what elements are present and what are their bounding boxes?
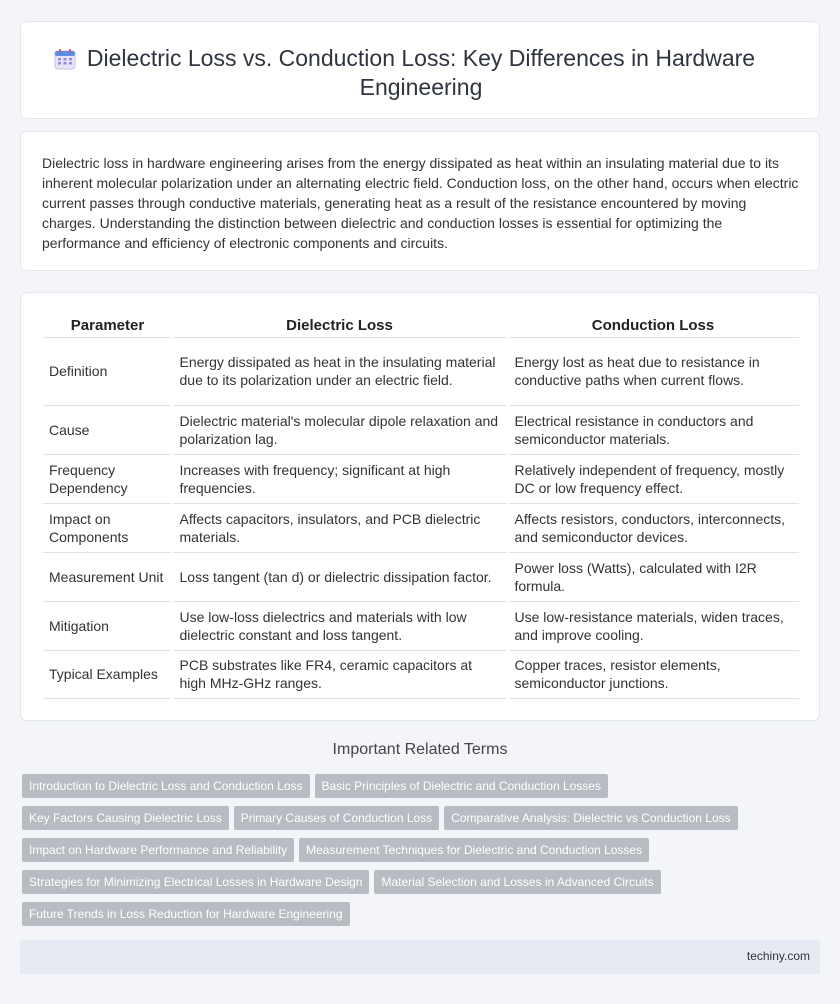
row-parameter: Mitigation bbox=[43, 601, 172, 650]
row-parameter: Definition bbox=[43, 337, 172, 405]
row-dielectric: Use low-loss dielectrics and materials with low dielectric constant and loss tangent. bbox=[172, 601, 507, 650]
related-term-tag[interactable]: Future Trends in Loss Reduction for Hardware Engineering bbox=[22, 902, 350, 926]
related-term-tag[interactable]: Measurement Techniques for Dielectric and Conduction Losses bbox=[299, 838, 649, 862]
table-row bbox=[43, 601, 799, 650]
comparison-table bbox=[43, 315, 799, 699]
intro-card bbox=[20, 131, 820, 271]
row-parameter: Cause bbox=[43, 405, 172, 454]
tag-row bbox=[22, 838, 822, 870]
header-conduction-loss: Conduction Loss bbox=[507, 315, 799, 337]
row-conduction: Affects resistors, conductors, interconnects, and semiconductor devices. bbox=[507, 503, 799, 552]
table-row bbox=[43, 650, 799, 698]
row-parameter: Frequency Dependency bbox=[43, 454, 172, 503]
table-row bbox=[43, 503, 799, 552]
tag-row bbox=[22, 902, 822, 934]
related-terms-title: Important Related Terms bbox=[332, 741, 508, 758]
intro-paragraph: Dielectric loss in hardware engineering arises from the energy dissipated as heat within an insulating material due to its inherent molecular polarization under an alternating electric field. Conduction loss, on the other hand, occurs when electric current passes through conductive materials, generating heat as a result of the resistance encountered by moving charges. Understanding the distinction between dielectric and conduction losses is essential for optimizing the performance and efficiency of electronic components and circuits. bbox=[42, 155, 799, 251]
footer bbox=[20, 940, 820, 974]
row-dielectric: Increases with frequency; significant at high frequencies. bbox=[172, 454, 507, 503]
row-conduction: Use low-resistance materials, widen traces, and improve cooling. bbox=[507, 601, 799, 650]
related-term-tag[interactable]: Introduction to Dielectric Loss and Conduction Loss bbox=[22, 774, 310, 798]
row-parameter: Impact on Components bbox=[43, 503, 172, 552]
tag-row bbox=[22, 774, 822, 806]
related-term-tag[interactable]: Key Factors Causing Dielectric Loss bbox=[22, 806, 229, 830]
row-parameter: Measurement Unit bbox=[43, 552, 172, 601]
row-conduction: Copper traces, resistor elements, semiconductor junctions. bbox=[507, 650, 799, 698]
row-parameter: Typical Examples bbox=[43, 650, 172, 698]
related-term-tag[interactable]: Strategies for Minimizing Electrical Losses in Hardware Design bbox=[22, 870, 369, 894]
tag-row bbox=[22, 870, 822, 902]
related-term-tag[interactable]: Comparative Analysis: Dielectric vs Conduction Loss bbox=[444, 806, 737, 830]
tag-row bbox=[22, 806, 822, 838]
header-dielectric-loss: Dielectric Loss bbox=[172, 315, 507, 337]
row-conduction: Relatively independent of frequency, mostly DC or low frequency effect. bbox=[507, 454, 799, 503]
row-dielectric: Loss tangent (tan d) or dielectric dissipation factor. bbox=[172, 552, 507, 601]
row-dielectric: Affects capacitors, insulators, and PCB dielectric materials. bbox=[172, 503, 507, 552]
comparison-table-card bbox=[20, 292, 820, 721]
related-term-tag[interactable]: Basic Principles of Dielectric and Conduction Losses bbox=[315, 774, 608, 798]
table-header-row bbox=[43, 315, 799, 337]
footer-site-link[interactable]: techiny.com bbox=[746, 949, 810, 963]
row-conduction: Power loss (Watts), calculated with I2R formula. bbox=[507, 552, 799, 601]
row-conduction: Electrical resistance in conductors and semiconductor materials. bbox=[507, 405, 799, 454]
row-dielectric: PCB substrates like FR4, ceramic capacitors at high MHz-GHz ranges. bbox=[172, 650, 507, 698]
row-conduction: Energy lost as heat due to resistance in conductive paths when current flows. bbox=[507, 337, 799, 405]
header-card bbox=[20, 21, 820, 119]
table-row bbox=[43, 337, 799, 405]
related-term-tag[interactable]: Primary Causes of Conduction Loss bbox=[234, 806, 439, 830]
table-row bbox=[43, 552, 799, 601]
row-dielectric: Dielectric material's molecular dipole relaxation and polarization lag. bbox=[172, 405, 507, 454]
row-dielectric: Energy dissipated as heat in the insulating material due to its polarization under an electric field. bbox=[172, 337, 507, 405]
table-row bbox=[43, 454, 799, 503]
table-row bbox=[43, 405, 799, 454]
header-parameter: Parameter bbox=[43, 315, 172, 337]
related-term-tag[interactable]: Impact on Hardware Performance and Reliability bbox=[22, 838, 294, 862]
page-title: Dielectric Loss vs. Conduction Loss: Key Differences in Hardware Engineering bbox=[86, 45, 756, 100]
related-term-tag[interactable]: Material Selection and Losses in Advanced Circuits bbox=[374, 870, 660, 894]
related-terms-list bbox=[22, 774, 822, 934]
